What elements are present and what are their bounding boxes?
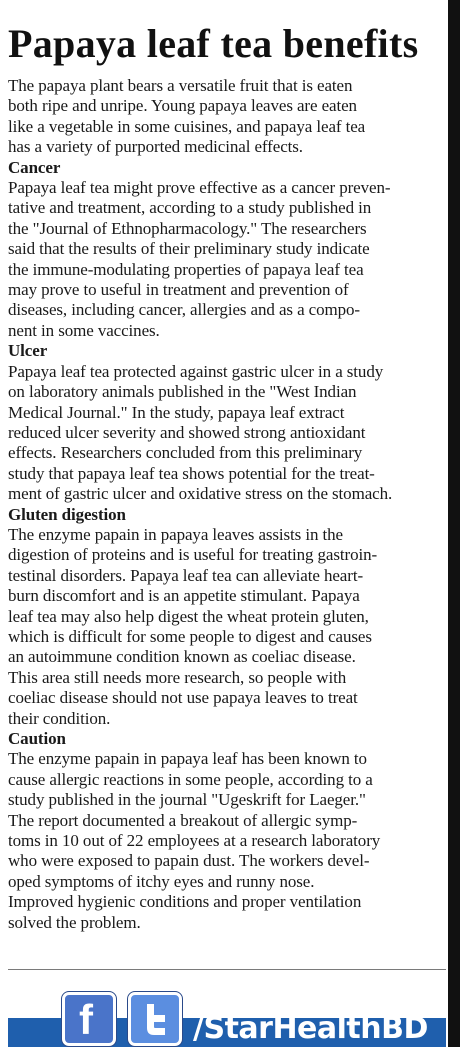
- paragraph-line: The enzyme papain in papaya leaves assists in the: [8, 524, 343, 544]
- paragraph-line: diseases, including cancer, allergies and as a compo-: [8, 300, 360, 320]
- paragraph-line: toms in 10 out of 22 employees at a research laboratory: [8, 831, 381, 851]
- paragraph-line: testinal disorders. Papaya leaf tea can alleviate heart-: [8, 565, 364, 585]
- paragraph-line: an autoimmune condition known as coeliac disease.: [8, 647, 356, 667]
- paragraph-line: on laboratory animals published in the "West Indian: [8, 382, 357, 402]
- paragraph-line: oped symptoms of itchy eyes and runny nose.: [8, 871, 315, 891]
- twitter-icon[interactable]: [128, 992, 182, 1046]
- paragraph-line: Improved hygienic conditions and proper ventilation: [8, 892, 362, 912]
- section-heading: Caution: [8, 729, 66, 748]
- headline: Papaya leaf tea benefits: [8, 21, 419, 66]
- page-edge-bar: [448, 0, 460, 1047]
- paragraph-line: said that the results of their preliminary study indicate: [8, 239, 370, 259]
- twitter-glyph: [131, 995, 179, 1043]
- intro-line: like a vegetable in some cuisines, and papaya leaf tea: [8, 116, 366, 136]
- section-gluten-digestion: [8, 505, 448, 729]
- paragraph-line: ment of gastric ulcer and oxidative stress on the stomach.: [8, 484, 393, 504]
- paragraph-line: may prove to useful in treatment and prevention of: [8, 280, 349, 300]
- paragraph-line: their condition.: [8, 708, 111, 728]
- paragraph-line: digestion of proteins and is useful for treating gastroin-: [8, 545, 378, 565]
- facebook-glyph: f: [79, 996, 93, 1043]
- paragraph-line: leaf tea may also help digest the wheat protein gluten,: [8, 606, 369, 626]
- paragraph-line: solved the problem.: [8, 912, 141, 932]
- facebook-icon[interactable]: [62, 992, 116, 1046]
- paragraph-line: study that papaya leaf tea shows potential for the treat-: [8, 463, 375, 483]
- paragraph-line: nent in some vaccines.: [8, 320, 160, 340]
- social-handle[interactable]: /StarHealthBD: [193, 1011, 428, 1046]
- section-heading: Cancer: [8, 157, 61, 177]
- paragraph-line: who were exposed to papain dust. The workers devel-: [8, 851, 370, 871]
- paragraph-line: burn discomfort and is an appetite stimulant. Papaya: [8, 586, 360, 606]
- section-heading: Gluten digestion: [8, 504, 126, 524]
- section-ulcer: [8, 341, 448, 504]
- intro-line: has a variety of purported medicinal effects.: [8, 137, 303, 157]
- paragraph-line: reduced ulcer severity and showed strong antioxidant: [8, 422, 366, 442]
- paragraph-line: Medical Journal." In the study, papaya leaf extract: [8, 402, 345, 422]
- intro-line: both ripe and unripe. Young papaya leaves are eaten: [8, 96, 357, 116]
- section-cancer: [8, 158, 448, 342]
- intro-paragraph: [8, 76, 448, 158]
- paragraph-line: the "Journal of Ethnopharmacology." The researchers: [8, 218, 367, 238]
- paragraph-line: The report documented a breakout of allergic symp-: [8, 810, 358, 830]
- article-body: [8, 76, 448, 933]
- paragraph-line: Papaya leaf tea protected against gastric ulcer in a study: [8, 361, 384, 381]
- section-caution: [8, 729, 448, 933]
- paragraph-line: Papaya leaf tea might prove effective as a cancer preven-: [8, 178, 391, 198]
- paragraph-line: which is difficult for some people to digest and causes: [8, 626, 372, 646]
- intro-line: The papaya plant bears a versatile fruit that is eaten: [8, 76, 353, 95]
- divider: [8, 969, 446, 970]
- section-heading: Ulcer: [8, 341, 48, 361]
- paragraph-line: study published in the journal "Ugeskrift for Laeger.": [8, 790, 366, 810]
- article: [8, 0, 448, 933]
- paragraph-line: cause allergic reactions in some people, according to a: [8, 769, 373, 789]
- paragraph-line: The enzyme papain in papaya leaf has been known to: [8, 749, 367, 769]
- paragraph-line: coeliac disease should not use papaya leaves to treat: [8, 688, 358, 708]
- paragraph-line: the immune-modulating properties of papaya leaf tea: [8, 259, 364, 279]
- paragraph-line: This area still needs more research, so people with: [8, 667, 347, 687]
- paragraph-line: tative and treatment, according to a study published in: [8, 198, 372, 218]
- paragraph-line: effects. Researchers concluded from this preliminary: [8, 443, 363, 463]
